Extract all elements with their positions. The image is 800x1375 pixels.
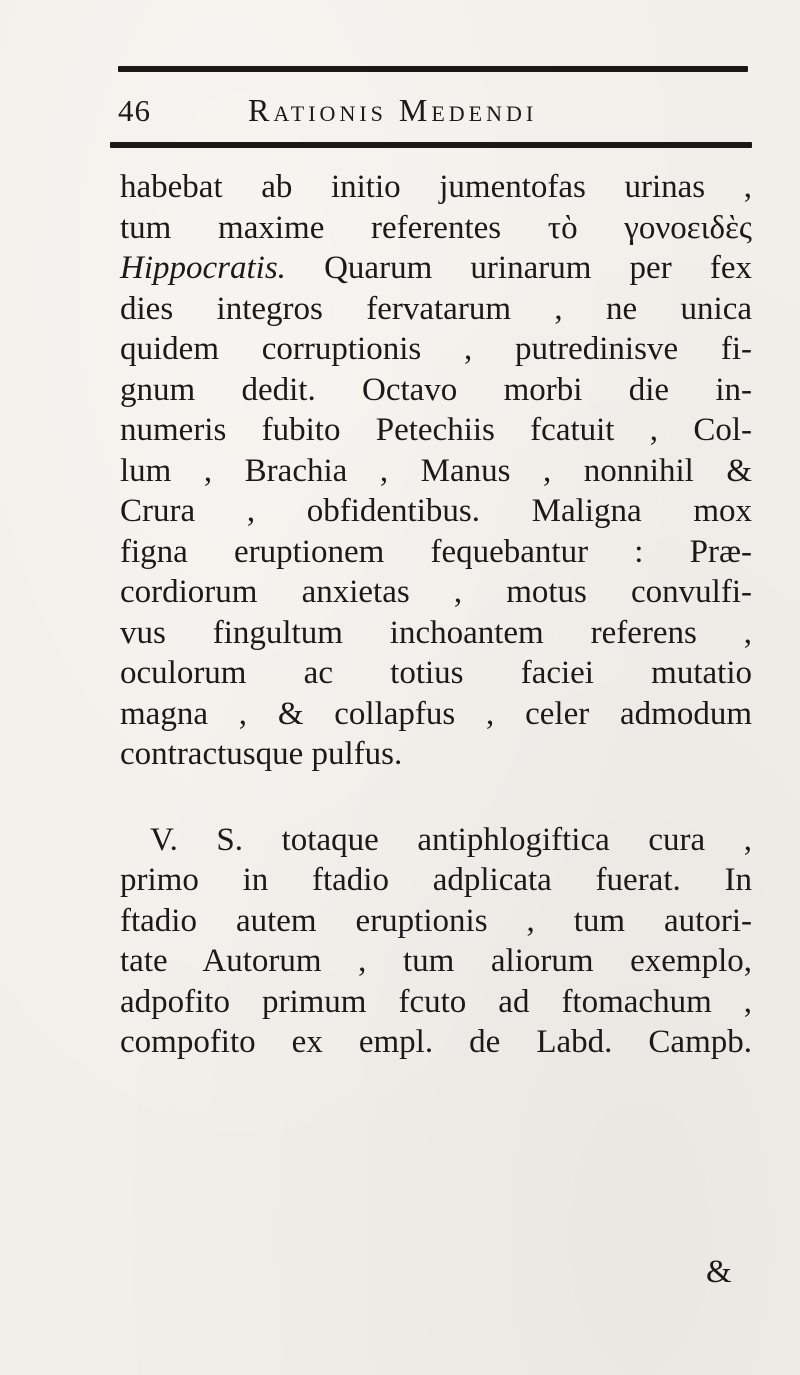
text-line: tum maxime referentes τὸ γονοειδὲς — [120, 209, 752, 246]
text-line: habebat ab initio jumentofas urinas , — [120, 169, 752, 205]
text-line: figna eruptionem fequebantur : Præ- — [120, 533, 752, 570]
body-text — [120, 167, 752, 1063]
text-line: lum , Brachia , Manus , nonnihil & — [120, 452, 752, 489]
text-line: magna , & collapfus , celer admodum — [120, 695, 752, 732]
running-head — [118, 92, 758, 142]
text-line: numeris fubito Petechiis fcatuit , Col- — [120, 412, 752, 448]
text-line: Hippocratis. Quarum urinarum per fex — [120, 250, 752, 286]
running-title: Rationis Medendi — [248, 92, 538, 128]
catchword: & — [706, 1254, 732, 1290]
text-line: vus fingultum inchoantem referens , — [120, 614, 752, 651]
text-line: quidem corruptionis , putredinisve fi- — [120, 331, 752, 367]
text-line: compofito ex empl. de Labd. Campb. — [120, 1024, 752, 1060]
text-line: ftadio autem eruptionis , tum autori- — [120, 902, 752, 939]
text-line: contractusque pulfus. — [120, 736, 403, 772]
text-line: primo in ftadio adplicata fuerat. In — [120, 862, 752, 898]
text-line: gnum dedit. Octavo morbi die in- — [120, 371, 752, 408]
text-line: V. S. totaque antiphlogiftica cura , — [150, 821, 752, 858]
page-number: 46 — [118, 93, 151, 128]
text-line: cordiorum anxietas , motus convulfi- — [120, 574, 752, 610]
text-line: Crura , obfidentibus. Maligna mox — [120, 493, 752, 529]
text-line: dies integros fervatarum , ne unica — [120, 290, 752, 327]
text-line: adpofito primum fcuto ad ftomachum , — [120, 983, 752, 1020]
text-line: oculorum ac totius faciei mutatio — [120, 655, 752, 691]
header-rule-top — [118, 66, 748, 72]
text-line: tate Autorum , tum aliorum exemplo, — [120, 943, 752, 979]
italic-word: Hippocratis. — [120, 250, 286, 286]
header-rule-bottom — [110, 142, 752, 148]
paragraph-gap — [120, 775, 752, 820]
